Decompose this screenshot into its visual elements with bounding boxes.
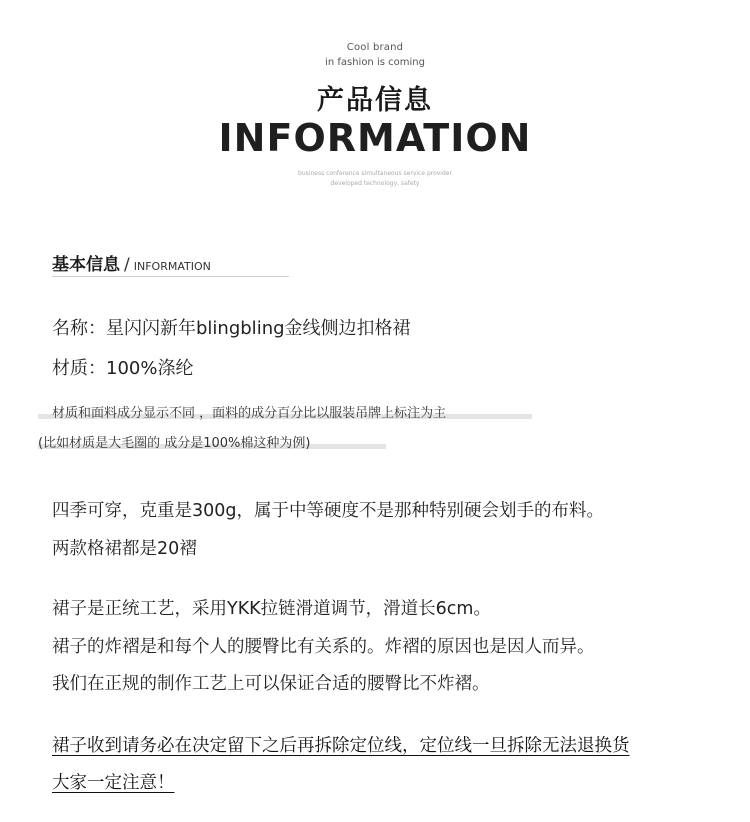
desc-line-2: 两款格裙都是20褶 (52, 539, 197, 559)
desc-line-5: 我们在正规的制作工艺上可以保证合适的腰臀比不炸褶。 (52, 674, 490, 694)
page-title-en: INFORMATION (218, 116, 532, 160)
notice-line-1: 裙子收到请务必在决定留下之后再拆除定位线，定位线一旦拆除无法退换货 (52, 736, 630, 756)
page-title-cn: 产品信息 (317, 85, 433, 116)
product-material: 材质：100%涤纶 (52, 358, 194, 379)
product-name: 名称：星闪闪新年blingbling金线侧边扣格裙 (52, 318, 411, 339)
note-line-2: (比如材质是大毛圈的 成分是100%棉这种为例) (38, 436, 311, 451)
brand-line-1: Cool brand (346, 42, 404, 53)
subtitle-line-1: business conference simultaneous service provider (298, 170, 452, 177)
section-title-en: INFORMATION (133, 260, 211, 273)
subtitle-line-2: developed technology, safety (330, 180, 420, 187)
desc-line-1: 四季可穿，克重是300g，属于中等硬度不是那种特别硬会划手的布料。 (52, 501, 605, 521)
note-line-1: 材质和面料成分显示不同 ，面料的成分百分比以服装吊牌上标注为主 (52, 406, 447, 421)
notice-line-2: 大家一定注意！ (52, 773, 175, 793)
brand-line-2: in fashion is coming (325, 57, 425, 68)
desc-line-3: 裙子是正统工艺，采用YKK拉链滑道调节，滑道长6cm。 (52, 599, 491, 619)
desc-line-4: 裙子的炸褶是和每个人的腰臀比有关系的。炸褶的原因也是因人而异。 (52, 637, 595, 657)
section-header (52, 250, 289, 277)
section-title-cn: 基本信息 (52, 255, 120, 275)
section-slash: / (124, 255, 130, 275)
